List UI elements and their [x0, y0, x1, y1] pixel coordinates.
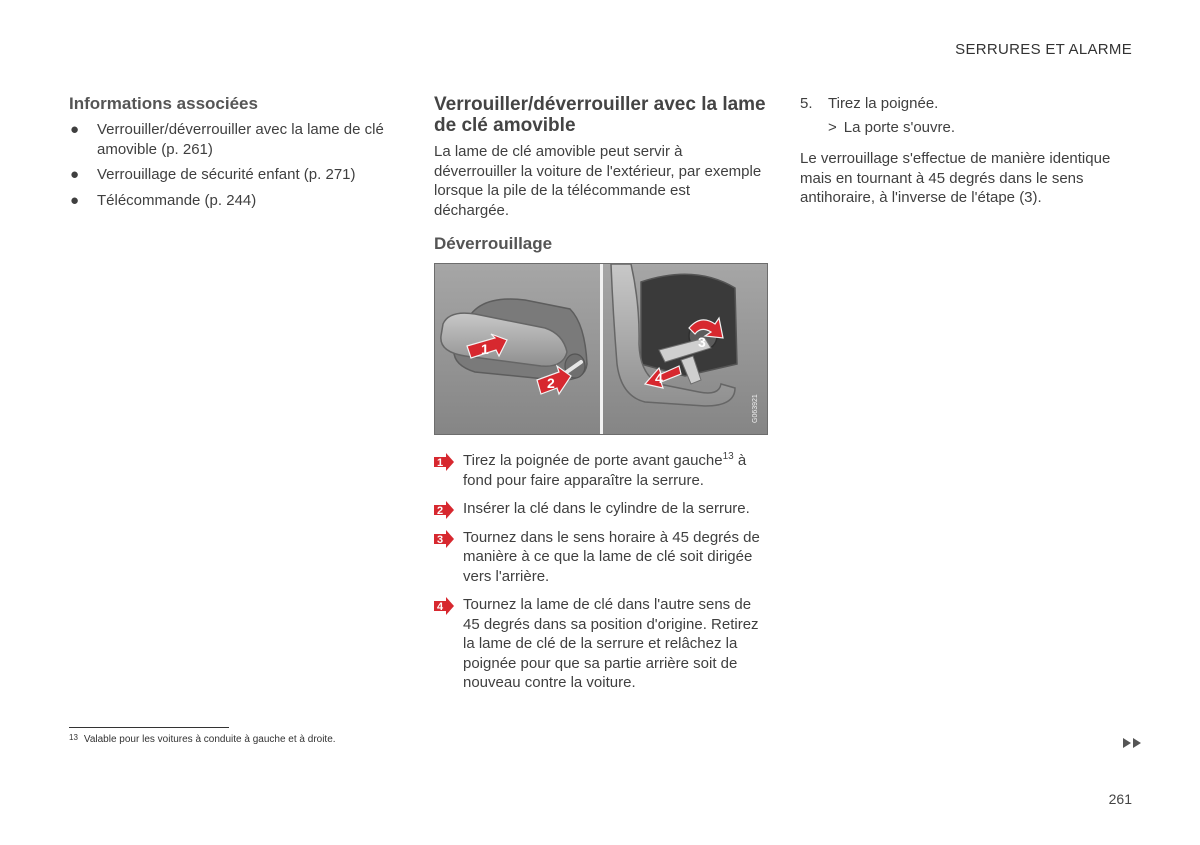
related-info-item[interactable]	[69, 120, 399, 159]
result-text: La porte s'ouvre.	[843, 118, 956, 136]
related-info-item-text: Télécommande (p. 244)	[97, 191, 257, 209]
step-badge-1-icon	[434, 453, 454, 471]
step-list	[434, 451, 769, 693]
step-item-4	[434, 595, 769, 693]
footnote-text: Valable pour les voitures à conduite à gauche et à droite.	[83, 734, 336, 745]
result-marker: >	[828, 118, 837, 136]
step-result	[800, 118, 1130, 138]
related-info-item[interactable]	[69, 165, 399, 185]
svg-text:4: 4	[655, 370, 663, 386]
step-text: Tirez la poignée.	[828, 95, 939, 112]
related-info-item-text: Verrouiller/déverrouiller avec la lame de clé amovible (p. 261)	[97, 121, 384, 158]
step-badge-2-icon	[434, 501, 454, 519]
footnote	[69, 733, 336, 745]
door-handle-illustration	[434, 263, 768, 435]
svg-text:3: 3	[698, 334, 706, 350]
step-text: Tournez la lame de clé dans l'autre sens de 45 degrés dans sa position d'origine. Retirez la lame de clé de la serrure et relâchez la poignée pour que sa partie arrière soit de nouveau contre la voiture.	[463, 596, 759, 691]
step-number: 5.	[800, 95, 813, 112]
bullet-icon: ●	[70, 191, 80, 209]
svg-text:4: 4	[437, 601, 444, 613]
step-badge-3-icon	[434, 530, 454, 548]
right-column	[800, 94, 1130, 208]
bullet-icon: ●	[70, 166, 80, 183]
footnote-ref[interactable]: 13	[722, 451, 734, 462]
section-subtitle: Déverrouillage	[434, 234, 553, 253]
svg-text:1: 1	[437, 457, 444, 469]
intro-paragraph: La lame de clé amovible peut servir à déverrouiller la voiture de l'extérieur, par exemple lorsque la pile de la télécommande est déchargée.	[434, 143, 762, 219]
right-paragraph: Le verrouillage s'effectue de manière identique mais en tournant à 45 degrés dans le sens antihoraire, à l'inverse de l'étape (3).	[800, 150, 1111, 206]
step-item-2	[434, 499, 769, 519]
footnote-number: 13	[69, 733, 78, 742]
svg-text:2: 2	[547, 375, 555, 391]
step-text: Tournez dans le sens horaire à 45 degrés de manière à ce que la lame de clé soit dirigée vers l'arrière.	[463, 528, 760, 585]
step-item-3	[434, 528, 769, 587]
svg-text:2: 2	[437, 505, 444, 517]
related-info-list	[69, 120, 399, 210]
figure-code: G063921	[752, 394, 759, 424]
step-text-cont: à fond pour faire apparaître la serrure.	[463, 452, 747, 489]
step-text: Tirez la poignée de porte avant gauche	[463, 452, 723, 469]
next-page-arrows-icon[interactable]	[1123, 736, 1143, 750]
main-content-column	[434, 94, 769, 702]
bullet-icon: ●	[70, 121, 80, 138]
step-badge-4-icon	[434, 597, 454, 615]
section-header: SERRURES ET ALARME	[955, 41, 1132, 58]
page-number: 261	[1108, 791, 1132, 807]
step-item-1	[434, 451, 769, 490]
svg-text:3: 3	[437, 533, 444, 546]
related-info-title: Informations associées	[69, 94, 258, 113]
related-info-item-text: Verrouillage de sécurité enfant (p. 271)	[97, 166, 356, 183]
svg-text:1: 1	[481, 341, 489, 357]
related-info-item[interactable]	[69, 191, 399, 211]
related-info-column	[69, 94, 399, 216]
step-text: Insérer la clé dans le cylindre de la serrure.	[463, 500, 750, 517]
step-item-5	[800, 94, 1130, 114]
page-title: Verrouiller/déverrouiller avec la lame de clé amovible	[434, 94, 766, 136]
door-handle-drawing	[435, 264, 768, 435]
footnote-divider	[69, 727, 229, 728]
numbered-step-list	[800, 94, 1130, 114]
